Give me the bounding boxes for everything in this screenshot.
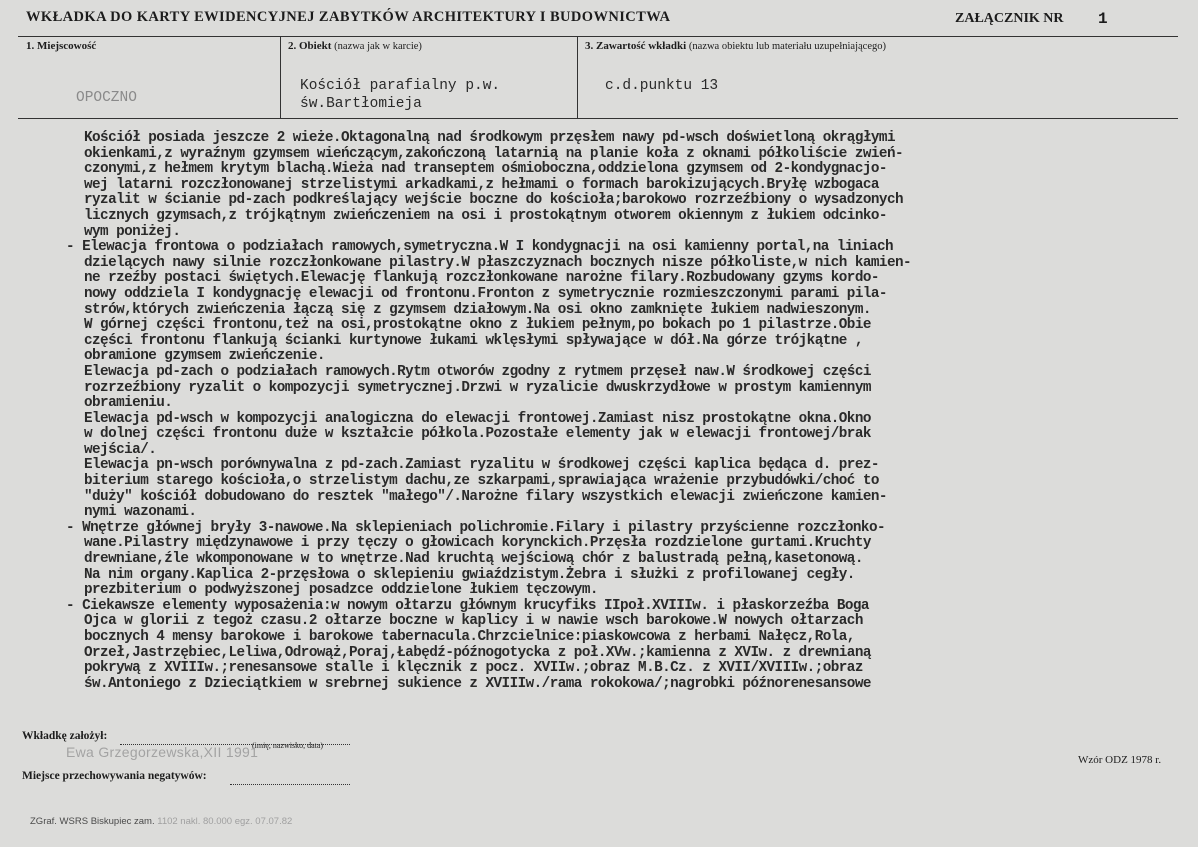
content-label [585,40,886,52]
text-line: Ojca w glorii z tegoż czasu.2 ołtarze boczne w kaplicy i w nawie wsch barokowe.W nowych ołtarzach [84,613,863,630]
text-line: okienkami,z wyraźnym gzymsem wieńczącym,zakończoną latarnią na planie koła z oknami półkoliście zwień- [84,145,904,162]
locality-label-text: 1. Miejscowość [26,40,97,52]
description-text [84,131,1184,692]
text-line: wejścia/. [84,441,157,458]
text-line: w dolnej części frontonu duże w kształcie półkola.Pozostałe elementy jak w elewacji frontowej/brak [84,426,871,443]
text-line: licznych gzymsach,z trójkątnym zwieńczeniem na osi i prostokątnym otworem okiennym z łukiem odcinko- [84,207,887,224]
text-line: nowy oddziela I kondygnację elewacji od frontonu.Fronton z symetrycznie rozmieszczonymi parami pila- [84,285,887,302]
annex-number: 1 [1098,10,1108,28]
text-line: wej latarni rozczłonowanej strzelistymi arkadkami,z hełmami o formach barokizujących.Bryłę wzbogaca [84,176,879,193]
text-line: "duży" kościół dobudowano do resztek "małego"/.Narożne filary wszystkich elewacji zwieńczone kamien- [84,488,887,505]
text-line: czonymi,z hełmem krytym blachą.Wieża nad transeptem ośmioboczna,oddzielona gzymsem od 2-kondygnacjo- [84,161,887,178]
column-divider-1 [280,36,281,118]
printer-imprint [30,816,292,827]
text-line: drewniane,źle wkomponowane w to wnętrze.Nad kruchtą wejściową chór z balustradą pełną,kasetonową. [84,551,863,568]
object-label [288,40,422,52]
locality-value: OPOCZNO [76,90,137,106]
text-line: wym poniżej. [84,223,181,240]
header-rule-top [18,36,1178,37]
form-code: Wzór ODZ 1978 r. [1078,754,1162,766]
text-line: biterium starego kościoła,o strzelistym dachu,ze szkarpami,sprawiająca wrażenie przybudówki/choć to [84,473,879,490]
text-line: rozrzeźbiony ryzalit o kompozycji symetrycznej.Drzwi w ryzalicie dwuskrzydłowe w prostym kamiennym [84,379,871,396]
author-hint: (imię, nazwisko, data) [252,741,324,750]
column-divider-2 [577,36,578,118]
text-line: - Elewacja frontowa o podziałach ramowych,symetryczna.W I kondygnacji na osi kamienny portal,na liniach [66,240,1184,256]
text-line: bocznych 4 mensy barokowe i barokowe tabernacula.Chrzcielnice:piaskowcowa z herbami Nałęcz,Rola, [84,629,855,645]
text-line: Na nim organy.Kaplica 2-przęsłowa o sklepieniu gwiaździstym.Żebra i służki z profilowanej cegły. [84,566,855,583]
text-line: prezbiterium o podwyższonej posadzce oddzielone łukiem tęczowym. [84,582,598,599]
author-label: Wkładkę założył: [22,730,108,742]
object-label-text: 2. Obiekt [288,40,332,52]
header-rule-bottom [18,118,1178,119]
annex-label: ZAŁĄCZNIK NR [955,11,1064,26]
content-label-text: 3. Zawartość wkładki [585,40,687,52]
printer-faint: 1102 nakl. 80.000 egz. 07.07.82 [157,816,293,827]
text-line: Kościół posiada jeszcze 2 wieże.Oktagonalną nad środkowym przęsłem nawy pd-wsch doświetloną okrągłymi [84,130,895,146]
text-line: obramione gzymsem zwieńczenie. [84,348,325,365]
storage-label: Miejsce przechowywania negatywów: [22,770,207,782]
text-line: części frontonu flankują ścianki kurtynowe łukami wklęsłymi spływające w dół.Na górze trójkątne , [84,332,863,349]
printer-text: ZGraf. WSRS Biskupiec zam. [30,816,155,827]
text-line: ryzalit w ścianie pd-zach podkreślający wejście boczne do kościoła;barokowo rozrzeźbiony o wysadzonych [84,192,904,209]
content-value: c.d.punktu 13 [605,78,719,94]
locality-label [26,40,96,52]
author-value: Ewa Grzegorzewska,XII 1991 [66,744,259,760]
text-line: - Wnętrze głównej bryły 3-nawowe.Na sklepieniach polichromie.Filary i pilastry przyścienne rozczłonko- [66,521,1184,537]
text-line: Orzeł,Jastrzębiec,Leliwa,Odrowąż,Poraj,Łabędź-późnogotycka z poł.XVw.;kamienna z XVIw. z drewnianą [84,644,871,661]
object-value-line1: Kościół parafialny p.w. [300,78,501,94]
text-line: dzielących nawy silnie rozczłonkowane pilastry.W płaszczyznach bocznych nisze półkoliste,w nich kamien- [84,254,912,271]
object-value-line2: św.Bartłomieja [300,96,422,112]
form-title: WKŁADKA DO KARTY EWIDENCYJNEJ ZABYTKÓW ARCHITEKTURY I BUDOWNICTWA [26,9,671,25]
text-line: św.Antoniego z Dzieciątkiem w srebrnej sukience z XVIIIw./rama rokokowa/;nagrobki późnorenesansowe [84,675,871,692]
text-line: Elewacja pd-zach o podziałach ramowych.Rytm otworów zgodny z rytmem przęseł naw.W środkowej części [84,363,871,380]
text-line: nymi wazonami. [84,504,197,521]
text-line: wane.Pilastry międzynawowe i przy tęczy o głowicach korynckich.Przęsła rozdzielone gurtami.Kruchty [84,535,871,552]
object-label-hint: (nazwa jak w karcie) [334,41,422,52]
content-label-hint: (nazwa obiektu lub materiału uzupełniającego) [688,41,886,52]
text-line: Elewacja pn-wsch porównywalna z pd-zach.Zamiast ryzalitu w środkowej części kaplica będąca d. prez- [84,457,879,474]
text-line: obramieniu. [84,395,173,412]
text-line: W górnej części frontonu,też na osi,prostokątne okno z łukiem pełnym,po bokach po 1 pilastrze.Obie [84,317,871,334]
text-line: pokrywą z XVIIIw.;renesansowe stalle i klęcznik z pocz. XVIIw.;obraz M.B.Cz. z XVII/XVIIIw.;obraz [84,660,863,677]
text-line: ne rzeźby postaci świętych.Elewację flankują rozczłonkowane narożne filary.Rozbudowany gzyms kordo- [84,270,879,287]
text-line: - Ciekawsze elementy wyposażenia:w nowym ołtarzu głównym krucyfiks IIpoł.XVIIIw. i płaskorzeźba Boga [66,599,1184,615]
text-line: Elewacja pd-wsch w kompozycji analogiczna do elewacji frontowej.Zamiast nisz prostokątne okna.Okno [84,410,871,427]
text-line: strów,których zwieńczenia łączą się z gzymsem działowym.Na osi okno zamknięte łukiem nadwieszonym. [84,301,871,318]
author-line [120,744,350,745]
storage-line [230,784,350,785]
